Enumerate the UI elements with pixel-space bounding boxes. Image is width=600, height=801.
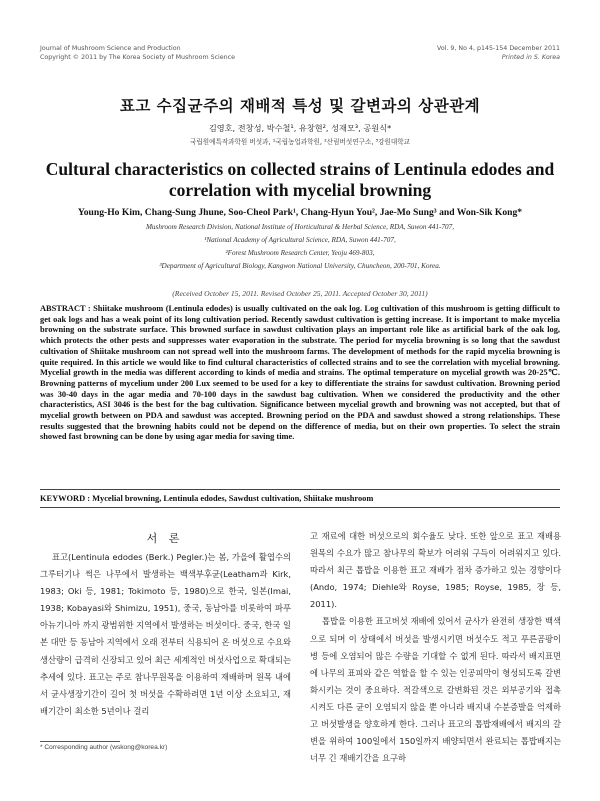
affiliation-line: ²Forest Mushroom Research Center, Yeoju 469-803, (225, 249, 375, 257)
section-title: 서 론 (146, 532, 184, 545)
journal-name: Journal of Mushroom Science and Production (40, 45, 181, 52)
divider-bottom (40, 507, 560, 508)
volume-header (437, 44, 560, 62)
printed-line: Printed in S. Korea (501, 54, 560, 61)
english-authors: Young-Ho Kim, Chang-Sung Jhune, Soo-Cheol Park¹, Chang-Hyun You², Jae-Mo Sung³ and Won-Sik Kong* (77, 207, 523, 218)
intro-paragraph: 톱밥을 이용한 표고버섯 재배에 있어서 균사가 완전히 생장한 백색으로 되며 이 상태에서 버섯을 발생시키면 버섯수도 적고 푸른곰팡이병 등에 오염되어 많은 수량을 기대할 수 없게 된다. 따라서 배지표면에 나무의 표피와 같은 역할을 할 수 있는 인공피막이 형성되도록 갈변화시키는 것이 중요하다. 적갈색으로 갈변화된 것은 외부공기와 접촉시켜도 다른 균이 오염되지 않을 뿐 아니라 배지내 수분증발을 억제하고 버섯발생을 양호하게 한다. 그러나 표고의 톱밥재배에서 배지의 갈변을 위하여 100일에서 150일까지 배양되면서 완료되는 톱밥배지는 너무 긴 재배기간을 요구하 (310, 616, 561, 764)
journal-header (40, 44, 235, 62)
english-title: Cultural characteristics on collected strains of Lentinula edodes and correlation with mycelial browning (45, 159, 555, 200)
copyright-line: Copyright © 2011 by The Korea Society of Mushroom Science (40, 54, 235, 61)
body-right-column (310, 528, 561, 767)
korean-title: 표고 수집균주의 재배적 특성 및 갈변과의 상관관계 (119, 97, 481, 115)
received-dates: (Received October 15, 2011. Revised October 25, 2011. Accepted October 30, 2011) (172, 289, 428, 298)
corresponding-author-footnote: * Corresponding author (wskong@korea.kr) (40, 744, 168, 751)
keywords: KEYWORD : Mycelial browning, Lentinula edodes, Sawdust cultivation, Shiitake mushroom (40, 494, 374, 503)
affiliation-line: ³Department of Agricultural Biology, Kangwon National University, Chuncheon, 200-701, Korea. (159, 262, 441, 270)
body-left-column (40, 549, 291, 720)
volume-line: Vol. 9, No 4, p145-154 December 2011 (437, 45, 560, 52)
footnote-divider (40, 741, 120, 742)
abstract: ABSTRACT : Shiitake mushroom (Lentinula edodes) is usually cultivated on the oak log. Log cultivation of this mushroom is getting difficult to get oak logs and has a weak point of its long cultivation period. Recently sawdust cultivation is getting increase. It is important to make mycelia browning on the substrate surface. This browned surface in sawdust cultivation plays an important role like as artificial bark of the oak log, which protects the other pests and suppresses water evaporation in the substrate. The period for mycelia browning is so long that the sawdust cultivation of Shiitake mushroom can not spread well into the mushroom farms. The development of methods for the rapid mycelia browning is quite required. In this article we would like to find cultural characteristics of collected strains and to see the correlation with mycelial browning. Mycelial growth in the media was different according to kinds of media and strains. The optimal temperature on mycelial growth was 20-25℃. Browning patterns of mycelium under 200 Lux seemed to be used for a key to differentiate the strains for sawdust cultivation. Browning period was 30-40 days in the agar media and 70-100 days in the sawdust bag cultivation. When we considered the productivity and the other characteristics, ASI 3046 is the best for the bag cultivation. Significance between mycelial growth and browning was not accepted, but that of mycelial growth between on PDA and sawdust was accepted. Browning period on the PDA and sawdust showed a strong relationships. These results suggested that the browning habits could not be depend on the difference of media, but on their own properties. To select the strain showed fast browning can be done by using agar media for saving time. (40, 304, 560, 442)
divider-top (40, 489, 560, 490)
korean-authors: 김영호, 전창성, 박수철¹, 유창현², 성재모³, 공원식* (208, 123, 392, 133)
intro-paragraph-continued: 고 재료에 대한 버섯으로의 회수율도 낮다. 또한 앞으로 표고 재배용 원목의 수요가 많고 참나무의 확보가 어려워 구득이 어려워지고 있다. 따라서 최근 톱밥을 이용한 표고 재배가 점차 증가하고 있는 경향이다(Ando, 1974; Diehle와 Royse, 1985; Royse, 1985, 장 등, 2011). (310, 531, 561, 610)
intro-paragraph: 표고(Lentinula edodes (Berk.) Pegler.)는 봄, 가을에 활엽수의 그루터기나 썩은 나무에서 발생하는 백색부후균(Leatham과 Kirk, 1983; Oki 등, 1981; Tokimoto 등, 1980)으로 한국, 일본(Imai, 1938; Kobayasi와 Shimizu, 1951), 중국, 동남아를 비롯하여 파푸아뉴기니아 까지 광범위한 지역에서 발생하는 버섯이다. 중국, 한국 일본 대만 등 동남아 지역에서 오래 전부터 식용되어 온 버섯으로 수요와 생산량이 급격히 신장되고 있어 최근 세계적인 버섯사업으로 확대되는 추세에 있다. 표고는 주로 참나무원목을 이용하여 재배하며 원목 내에서 균사생장기간이 길어 첫 버섯을 수확하려면 1년 이상 소요되고, 재배기간이 최소한 5년이나 걸리 (40, 552, 291, 716)
affiliation-line: ¹National Academy of Agricultural Science, RDA, Suwon 441-707, (204, 236, 396, 244)
affiliation-line: Mushroom Research Division, National Institute of Horticultural & Herbal Science, RDA, Suwon 441-707, (145, 223, 455, 231)
korean-affiliations: 국립원예특작과학원 버섯과, ¹국립농업과학원, ²산림버섯연구소, ³강원대학교 (189, 138, 411, 146)
